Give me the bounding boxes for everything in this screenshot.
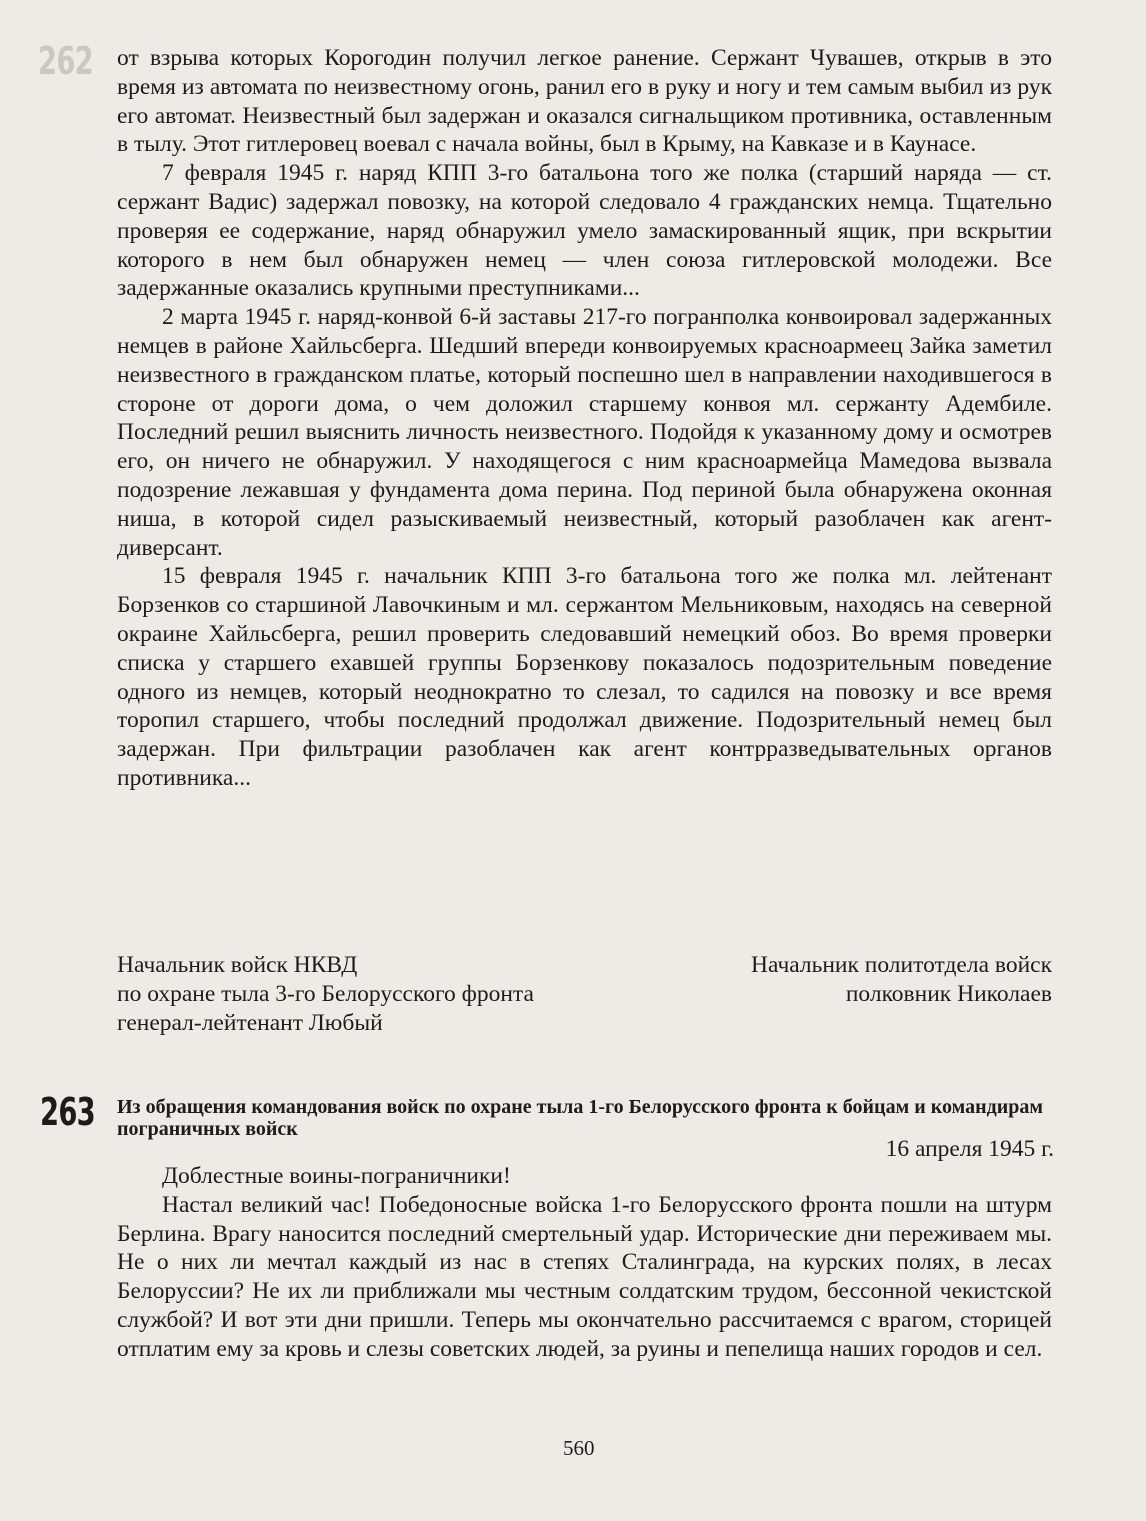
signer-left-unit: по охране тыла 3-го Белорусского фронта (117, 980, 534, 1007)
signer-left-title: Начальник войск НКВД (117, 952, 358, 978)
document-263-body (117, 1162, 1052, 1364)
paragraph: от взрыва которых Корогодин получил легкое ранение. Сержант Чувашев, открыв в это время из автомата по неизвестному огонь, ранил его в руку и ногу и тем самым выбил из рук его автомат. Неизвестный был задержан и оказался сигнальщиком противника, оставленным в тылу. Этот гитлеровец воевал с начала войны, был в Крыму, на Кавказе и в Каунасе. (117, 45, 1052, 158)
paragraph: 7 февраля 1945 г. наряд КПП 3-го батальона того же полка (старший наряда — ст. сержант Вадис) задержал повозку, на которой следовало 4 гражданских немца. Тщательно проверяя ее содержание, наряд обнаружил умело замаскированный ящик, при вскрытии которого в нем был обнаружен немец — член союза гитлеровской молодежи. Все задержанные оказались крупными преступниками... (117, 160, 1052, 302)
document-date: 16 апреля 1945 г. (885, 1136, 1054, 1162)
paragraph: 15 февраля 1945 г. начальник КПП 3-го батальона того же полка мл. лейтенант Борзенков со старшиной Лавочкиным и мл. сержантом Мельниковым, находясь на северной окраине Хайльсберга, решил проверить следовавший немецкий обоз. Во время проверки списка у старшего ехавшей группы Борзенкову показалось подозрительным поведение одного из немцев, который неоднократно то слезал, то садился на повозку и все время торопил старшего, чтобы последний продолжал движение. Подозрительный немец был задержан. При фильтрации разоблачен как агент контрразведывательных органов противника... (117, 563, 1052, 791)
paragraph: Настал великий час! Победоносные войска 1-го Белорусского фронта пошли на штурм Берлина. Врагу наносится последний смертельный удар. Исторические дни переживаем мы. Не о них ли мечтал каждый из нас в степях Сталинграда, на курских полях, в лесах Белоруссии? Не их ли приближали мы честным солдатским трудом, бессонной чекистской службой? И вот эти дни пришли. Теперь мы окончательно рассчитаемся с врагом, сторицей отплатим ему за кровь и слезы советских людей, за руины и пепелища наших городов и сел. (117, 1191, 1052, 1362)
greeting: Доблестные воины-пограничники! (162, 1163, 511, 1189)
previous-document-number: 262 (38, 39, 93, 83)
page-number: 560 (563, 1436, 595, 1460)
signer-right-name: полковник Николаев (845, 980, 1052, 1007)
signer-right-title: Начальник политотдела войск (750, 952, 1052, 978)
signer-left-name: генерал-лейтенант Любый (117, 1009, 383, 1036)
document-title: Из обращения командования войск по охране тыла 1-го Белорусского фронта к бойцам и командирам пограничных войск (117, 1096, 1044, 1140)
paragraph: 2 марта 1945 г. наряд-конвой 6-й заставы 217-го погранполка конвоировал задержанных немцев в районе Хайльсберга. Шедший впереди конвоируемых красноармеец Зайка заметил неизвестного в гражданском платье, который поспешно шел в направлении находившегося в стороне от дороги дома, о чем доложил старшему конвоя мл. сержанту Адембиле. Последний решил выяснить личность неизвестного. Подойдя к указанному дому и осмотрев его, он ничего не обнаружил. У находящегося с ним красноармейца Мамедова вызвала подозрение лежавшая у фундамента дома перина. Под периной была обнаружена оконная ниша, в которой сидел разыскиваемый неизвестный, который разоблачен как агент-диверсант. (117, 304, 1052, 561)
document-number: 263 (40, 1090, 95, 1134)
document-262-body (117, 44, 1052, 793)
signature-block (117, 951, 1052, 1037)
